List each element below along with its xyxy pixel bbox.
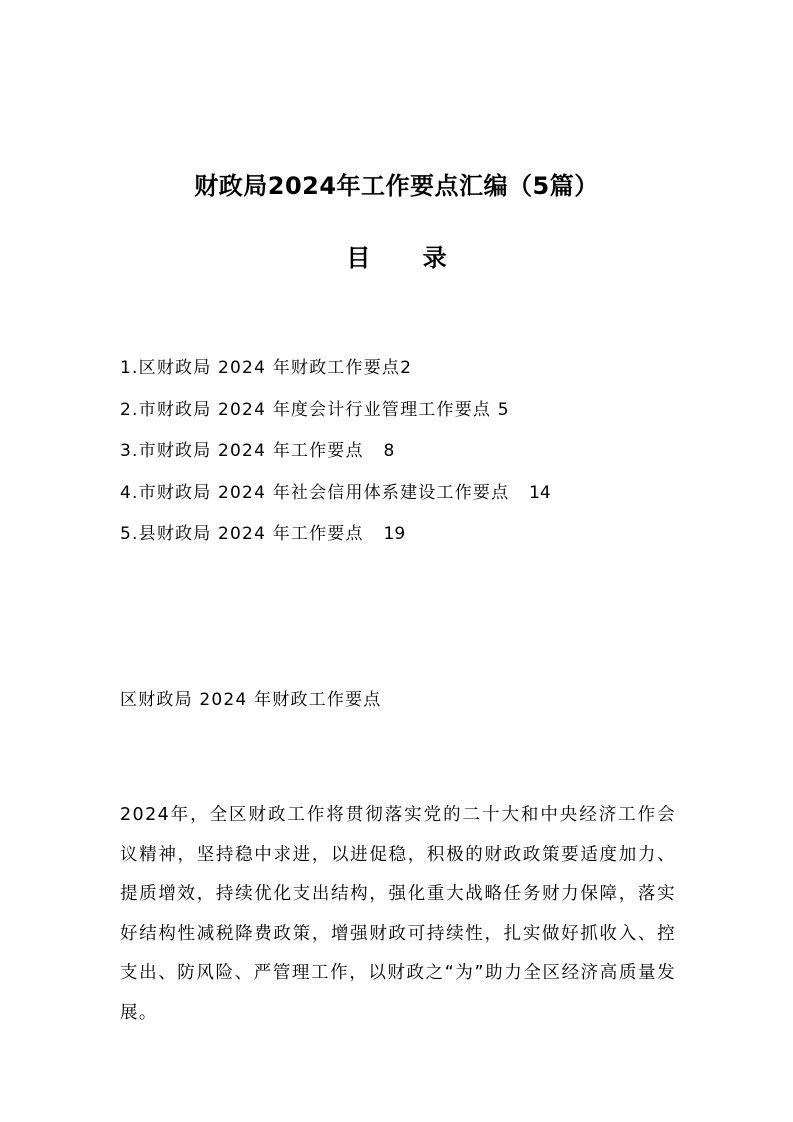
toc-entry-label: 4.市财政局 2024 年社会信用体系建设工作要点 xyxy=(120,482,510,503)
toc-entry-label: 5.县财政局 2024 年工作要点 xyxy=(120,524,364,544)
toc-entry-page: 8 xyxy=(383,441,395,461)
toc-entry[interactable] xyxy=(120,479,551,507)
toc-entry[interactable] xyxy=(120,396,551,424)
toc-entry[interactable] xyxy=(120,354,551,382)
toc-entry[interactable] xyxy=(120,437,551,465)
document-title: 财政局2024年工作要点汇编（5篇） xyxy=(194,172,599,200)
section-title: 区财政局 2024 年财政工作要点 xyxy=(120,690,382,710)
table-of-contents xyxy=(120,354,551,562)
toc-heading: 目 录 xyxy=(346,244,469,272)
toc-entry[interactable] xyxy=(120,520,551,548)
toc-entry-label: 3.市财政局 2024 年工作要点 xyxy=(120,441,364,461)
toc-entry-page: 19 xyxy=(383,524,406,544)
toc-entry-page: 5 xyxy=(497,399,509,420)
toc-entry-label: 2.市财政局 2024 年度会计行业管理工作要点 xyxy=(120,399,492,420)
toc-entry-page: 14 xyxy=(529,482,551,503)
body-paragraph: 2024年，全区财政工作将贯彻落实党的二十大和中央经济工作会议精神，坚持稳中求进，以进促稳，积极的财政政策要适度加力、提质增效，持续优化支出结构，强化重大战略任务财力保障，落实好结构性减税降费政策，增强财政可持续性，扎实做好抓收入、控支出、防风险、严管理工作，以财政之“为”助力全区经济高质量发展。 xyxy=(120,805,676,1023)
toc-entry-page: 2 xyxy=(400,358,411,378)
toc-entry-label: 1.区财政局 2024 年财政工作要点 xyxy=(120,358,401,378)
